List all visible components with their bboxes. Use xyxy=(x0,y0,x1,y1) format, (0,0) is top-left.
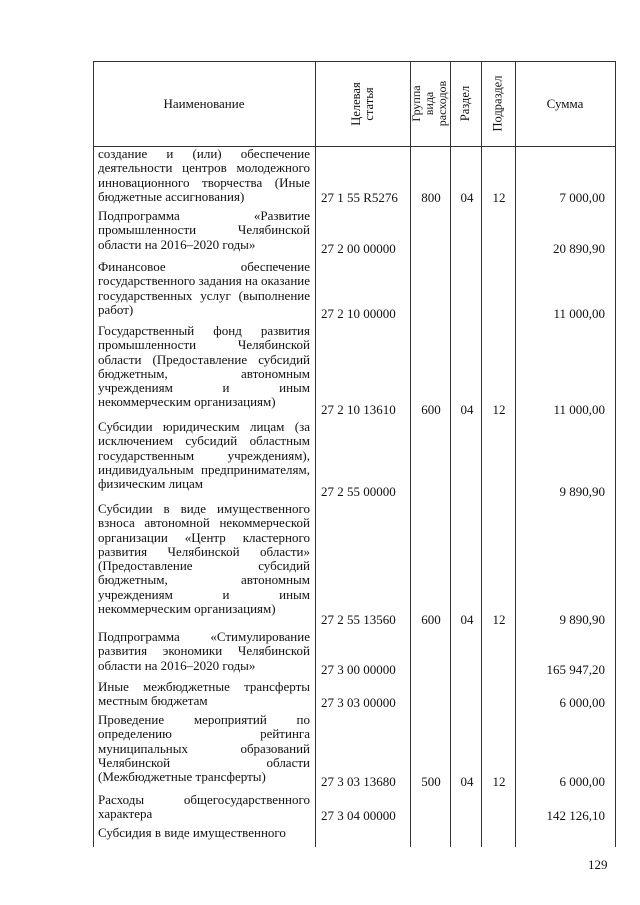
row-name: Иные межбюджетные трансферты местным бюджетам xyxy=(98,679,310,709)
col-divider xyxy=(315,61,316,847)
header-section-cell xyxy=(450,61,481,146)
row-section: 04 xyxy=(460,774,474,789)
row-code: 27 2 55 13560 xyxy=(321,612,396,627)
header-sum: Сумма xyxy=(546,95,584,111)
page-number: 129 xyxy=(588,857,608,872)
row-name: Субсидии юридическим лицам (за исключением субсидий областным государственным учреждениям), индивидуальным предпринимателям, физическим лицам xyxy=(98,419,310,492)
row-section: 04 xyxy=(460,402,474,417)
row-name: Расходы общегосударственного характера xyxy=(98,792,310,822)
header-section: Раздел xyxy=(458,85,473,122)
header-group-cell xyxy=(410,61,450,146)
row-subsection: 12 xyxy=(492,612,506,627)
row-name: Финансовое обеспечение государственного задания на оказание государственных услуг (выполнение работ) xyxy=(98,259,310,317)
col-divider xyxy=(481,61,482,847)
table-border-right xyxy=(615,61,616,847)
row-sum: 165 947,20 xyxy=(546,662,605,677)
row-subsection: 12 xyxy=(492,402,506,417)
row-name: Проведение мероприятий по определению рейтинга муниципальных образований Челябинской области (Межбюджетные трансферты) xyxy=(98,712,310,785)
row-sum: 6 000,00 xyxy=(559,774,605,789)
row-code: 27 2 10 13610 xyxy=(321,402,396,417)
col-divider xyxy=(515,61,516,847)
row-sum: 7 000,00 xyxy=(559,190,605,205)
row-sum: 9 890,90 xyxy=(559,484,605,499)
row-code: 27 3 03 00000 xyxy=(321,695,396,710)
row-code: 27 3 04 00000 xyxy=(321,808,396,823)
row-code: 27 1 55 R5276 xyxy=(321,190,398,205)
header-name: Наименование xyxy=(163,95,245,111)
row-group: 600 xyxy=(421,402,441,417)
row-sum: 20 890,90 xyxy=(553,241,605,256)
row-name: Государственный фонд развития промышленности Челябинской области (Предоставление субсидий бюджетным, автономным учреждениям и иным некоммерческим организациям) xyxy=(98,323,310,410)
row-code: 27 3 00 00000 xyxy=(321,662,396,677)
row-code: 27 2 00 00000 xyxy=(321,241,396,256)
header-subsection: Подраздел xyxy=(490,75,505,132)
row-code: 27 2 10 00000 xyxy=(321,306,396,321)
row-sum: 142 126,10 xyxy=(546,808,605,823)
row-name: создание и (или) обеспечение деятельности центров молодежного инновационного творчества (Иные бюджетные ассигнования) xyxy=(98,146,310,204)
row-group: 500 xyxy=(421,774,441,789)
table-border-left xyxy=(93,61,94,847)
col-divider xyxy=(410,61,411,847)
row-code: 27 3 03 13680 xyxy=(321,774,396,789)
row-name: Подпрограмма «Развитие промышленности Челябинской области на 2016–2020 годы» xyxy=(98,208,310,252)
header-group: Группа вида расходов xyxy=(409,80,450,127)
row-name: Субсидии в виде имущественного взноса автономной некоммерческой организации «Центр кластерного развития Челябинской области» (Предоставление субсидий бюджетным, автономным учреждениям и иным некоммерческим организациям) xyxy=(98,501,310,617)
row-sum: 11 000,00 xyxy=(553,402,605,417)
row-sum: 6 000,00 xyxy=(559,695,605,710)
budget-table xyxy=(93,61,616,847)
row-name: Подпрограмма «Стимулирование развития экономики Челябинской области на 2016–2020 годы» xyxy=(98,629,310,673)
row-code: 27 2 55 00000 xyxy=(321,484,396,499)
col-divider xyxy=(450,61,451,847)
row-section: 04 xyxy=(460,190,474,205)
row-section: 04 xyxy=(460,612,474,627)
row-group: 600 xyxy=(421,612,441,627)
row-group: 800 xyxy=(421,190,441,205)
header-code-cell xyxy=(315,61,410,146)
header-subsection-cell xyxy=(481,61,515,146)
row-sum: 11 000,00 xyxy=(553,306,605,321)
header-code: Целевая статья xyxy=(348,81,376,126)
row-subsection: 12 xyxy=(492,190,506,205)
row-name: Субсидия в виде имущественного xyxy=(98,825,286,840)
row-sum: 9 890,90 xyxy=(559,612,605,627)
row-subsection: 12 xyxy=(492,774,506,789)
